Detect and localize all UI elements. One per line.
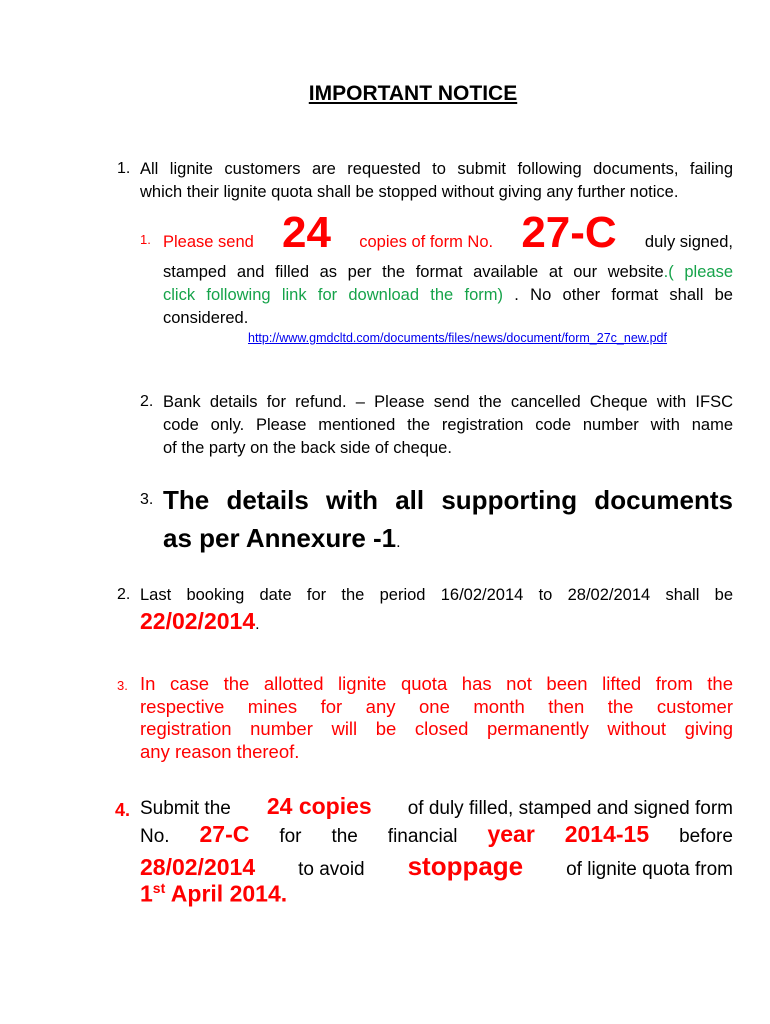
- before-text: before: [679, 826, 733, 847]
- form-highlight: 27-C: [199, 821, 250, 847]
- sub-3-number: 3.: [140, 491, 154, 508]
- to-avoid-text: to avoid: [298, 859, 365, 880]
- considered-text: considered.: [163, 309, 249, 327]
- item-2-dot: .: [255, 616, 260, 633]
- lignite-quota-from-text: of lignite quota from: [566, 859, 733, 880]
- item-1-number: 1.: [117, 160, 131, 177]
- item-4-line-4: [140, 880, 287, 908]
- stoppage-highlight: stoppage: [407, 851, 524, 881]
- item-2-date-line: [140, 608, 260, 635]
- year-highlight: year: [487, 821, 535, 847]
- sub-2-line-1: Bank details for refund. – Please send the cancelled Cheque with IFSC: [163, 393, 733, 411]
- last-booking-date: 22/02/2014: [140, 608, 256, 634]
- copies-count: 24: [282, 208, 331, 257]
- item-1-line-2: which their lignite quota shall be stopped without giving any further notice.: [140, 183, 679, 201]
- copies-of-form-text: copies of form No.: [359, 233, 494, 251]
- sub-3-line-1: The details with all supporting documents: [163, 485, 733, 515]
- sub-1-number: 1.: [140, 232, 151, 247]
- page-title: IMPORTANT NOTICE: [308, 82, 518, 105]
- download-link-part-1[interactable]: .( please: [663, 263, 733, 281]
- item-3-line-3: registration number will be closed permanently without giving: [140, 718, 733, 739]
- sub-3-line-2: as per Annexure -1: [163, 523, 397, 553]
- deadline-date-highlight: 28/02/2014: [140, 854, 256, 880]
- duly-filled-text: of duly filled, stamped and signed form: [407, 798, 733, 819]
- financial-year-highlight: 2014-15: [564, 821, 650, 847]
- download-link-part-2[interactable]: click following link for download the form): [163, 286, 504, 304]
- item-3-number: 3.: [117, 678, 128, 693]
- sub-1-line-1: [163, 208, 733, 258]
- item-3-text: [140, 673, 733, 763]
- start-day-suffix: st: [152, 880, 166, 896]
- submit-the-text: Submit the: [140, 798, 231, 819]
- please-send-text: Please send: [163, 233, 254, 251]
- item-4-dot: .: [280, 880, 288, 907]
- sub-1-body: [163, 261, 733, 330]
- sub-3-text: [163, 481, 733, 562]
- form-url-link[interactable]: http://www.gmdcltd.com/documents/files/news/document/form_27c_new.pdf: [248, 331, 667, 345]
- financial-text: financial: [387, 826, 458, 847]
- item-2-line-1: Last booking date for the period 16/02/2014 to 28/02/2014 shall be: [140, 586, 733, 604]
- sub-2-line-3: of the party on the back side of cheque.: [163, 439, 452, 457]
- no-other-format-text: . No other format shall be: [514, 286, 733, 304]
- the-text: the: [331, 826, 358, 847]
- copies-highlight: 24 copies: [266, 793, 372, 819]
- item-2-text: [140, 584, 733, 607]
- item-4-line-2: [140, 821, 733, 855]
- start-month: April 2014: [170, 880, 281, 907]
- sub-2-number: 2.: [140, 393, 154, 410]
- sub-3-dot: .: [396, 534, 401, 551]
- item-3-line-2: respective mines for any one month then the customer: [140, 695, 733, 717]
- item-3-line-4: any reason thereof.: [140, 740, 300, 762]
- sub-2-line-2: code only. Please mentioned the registration code number with name: [163, 416, 733, 434]
- no-text: No.: [140, 826, 170, 847]
- for-text: for: [279, 826, 302, 847]
- sub-2-text: [163, 391, 733, 460]
- duly-signed-text: duly signed,: [644, 233, 733, 251]
- start-day: 1: [140, 880, 153, 907]
- item-4-number: 4.: [115, 800, 131, 820]
- item-3-line-1: In case the allotted lignite quota has not been lifted from the: [140, 673, 733, 694]
- stamped-text: stamped and filled as per the format available at our website: [163, 263, 664, 281]
- item-1-text: [140, 158, 733, 204]
- item-2-number: 2.: [117, 586, 131, 603]
- form-number: 27-C: [521, 208, 617, 257]
- item-1-line-1: All lignite customers are requested to submit following documents, failing: [140, 160, 733, 178]
